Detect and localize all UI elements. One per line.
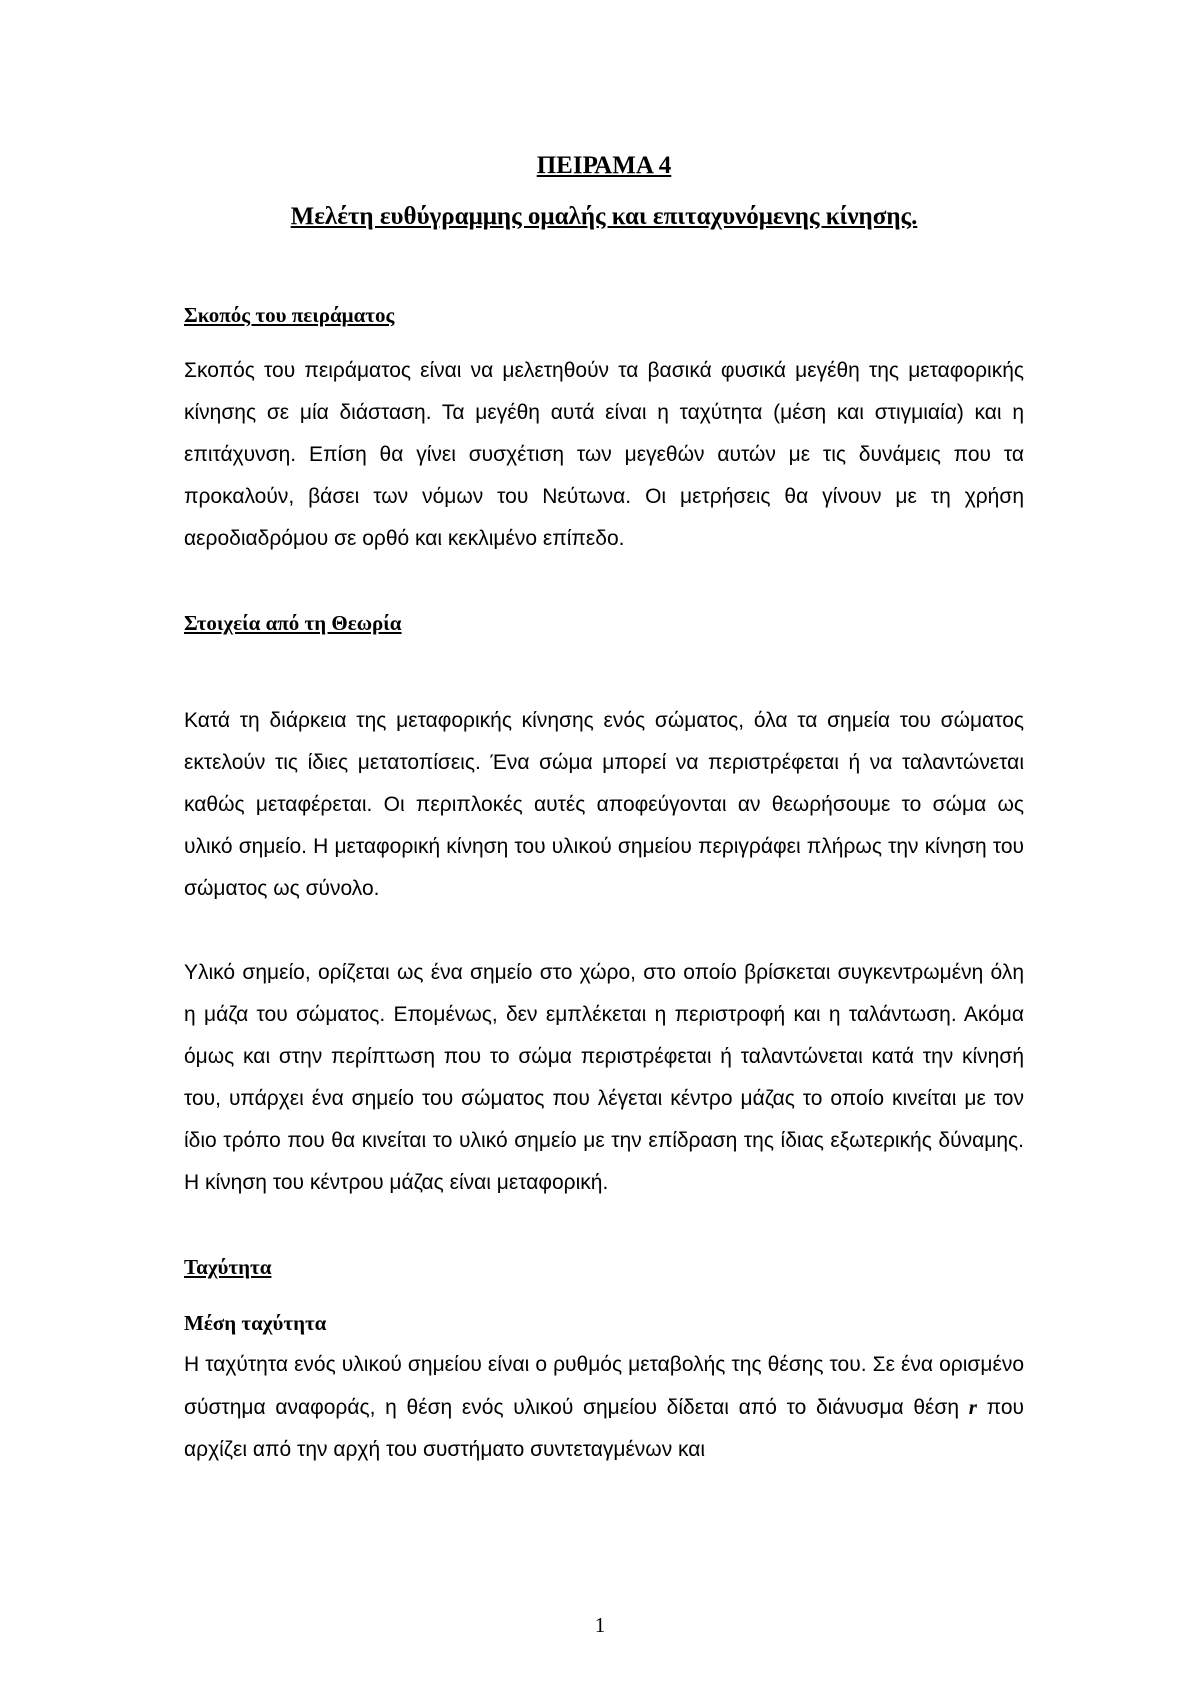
theory-paragraph-1: Κατά τη διάρκεια της μεταφορικής κίνησης ενός σώματος, όλα τα σημεία του σώματος εκτελούν τις ίδιες μετατοπίσεις. Ένα σώμα μπορεί να περιστρέφεται ή να ταλαντώνεται καθώς μεταφέρεται. Οι περιπλοκές αυτές αποφεύγονται αν θεωρήσουμε το σώμα ως υλικό σημείο. Η μεταφορική κίνηση του υλικού σημείου περιγράφει πλήρως την κίνηση του σώματος ως σύνολο.	[184, 709, 1024, 900]
section-theory	[184, 602, 1024, 1204]
velocity-paragraph	[184, 1344, 1024, 1471]
purpose-paragraph: Σκοπός του πειράματος είναι να μελετηθούν τα βασικά φυσικά μεγέθη της μεταφορικής κίνησης σε μία διάσταση. Τα μεγέθη αυτά είναι η ταχύτητα (μέση και στιγμιαία) και η επιτάχυνση. Επίση θα γίνει συσχέτιση των μεγεθών αυτών με τις δυνάμεις που τα προκαλούν, βάσει των νόμων του Νεύτωνα. Οι μετρήσεις θα γίνουν με τη χρήση αεροδιαδρόμου σε ορθό και κεκλιμένο επίπεδο.	[184, 359, 1024, 550]
theory-paragraph-2: Υλικό σημείο, ορίζεται ως ένα σημείο στο χώρο, στο οποίο βρίσκεται συγκεντρωμένη όλη η μάζα του σώματος. Επομένως, δεν εμπλέκεται η περιστροφή και η ταλάντωση. Ακόμα όμως και στην περίπτωση που το σώμα περιστρέφεται ή ταλαντώνεται κατά την κίνησή του, υπάρχει ένα σημείο του σώματος που λέγεται κέντρο μάζας το οποίο κινείται με τον ίδιο τρόπο που θα κινείται το υλικό σημείο με την επίδραση της ίδιας εξωτερικής δύναμης. Η κίνηση του κέντρου μάζας είναι μεταφορική.	[184, 961, 1024, 1194]
experiment-subtitle: Μελέτη ευθύγραμμης ομαλής και επιταχυνόμενης κίνησης.	[290, 203, 918, 230]
section-heading-velocity: Ταχύτητα	[184, 1255, 272, 1279]
velocity-paragraph-end: που αρχίζει από την αρχή του συστήματο συντεταγμένων και	[184, 1396, 1024, 1461]
section-heading-theory: Στοιχεία από τη Θεωρία	[184, 611, 402, 635]
page-number: 1	[594, 1613, 606, 1637]
experiment-title: ΠΕΙΡΑΜΑ 4	[536, 152, 672, 179]
subheading-average-velocity: Μέση ταχύτητα	[184, 1311, 327, 1335]
page-content	[184, 145, 1024, 1471]
section-velocity	[184, 1246, 1024, 1471]
section-purpose	[184, 294, 1024, 560]
velocity-paragraph-start: Η ταχύτητα ενός υλικού σημείου είναι ο ρυθμός μεταβολής της θέσης του. Σε ένα ορισμένο σύστημα αναφοράς, η θέση ενός υλικού σημείου δίδεται από το διάνυσμα θέση	[184, 1353, 1024, 1419]
section-heading-purpose: Σκοπός του πειράματος	[184, 303, 395, 327]
position-vector-symbol: r	[968, 1395, 977, 1419]
